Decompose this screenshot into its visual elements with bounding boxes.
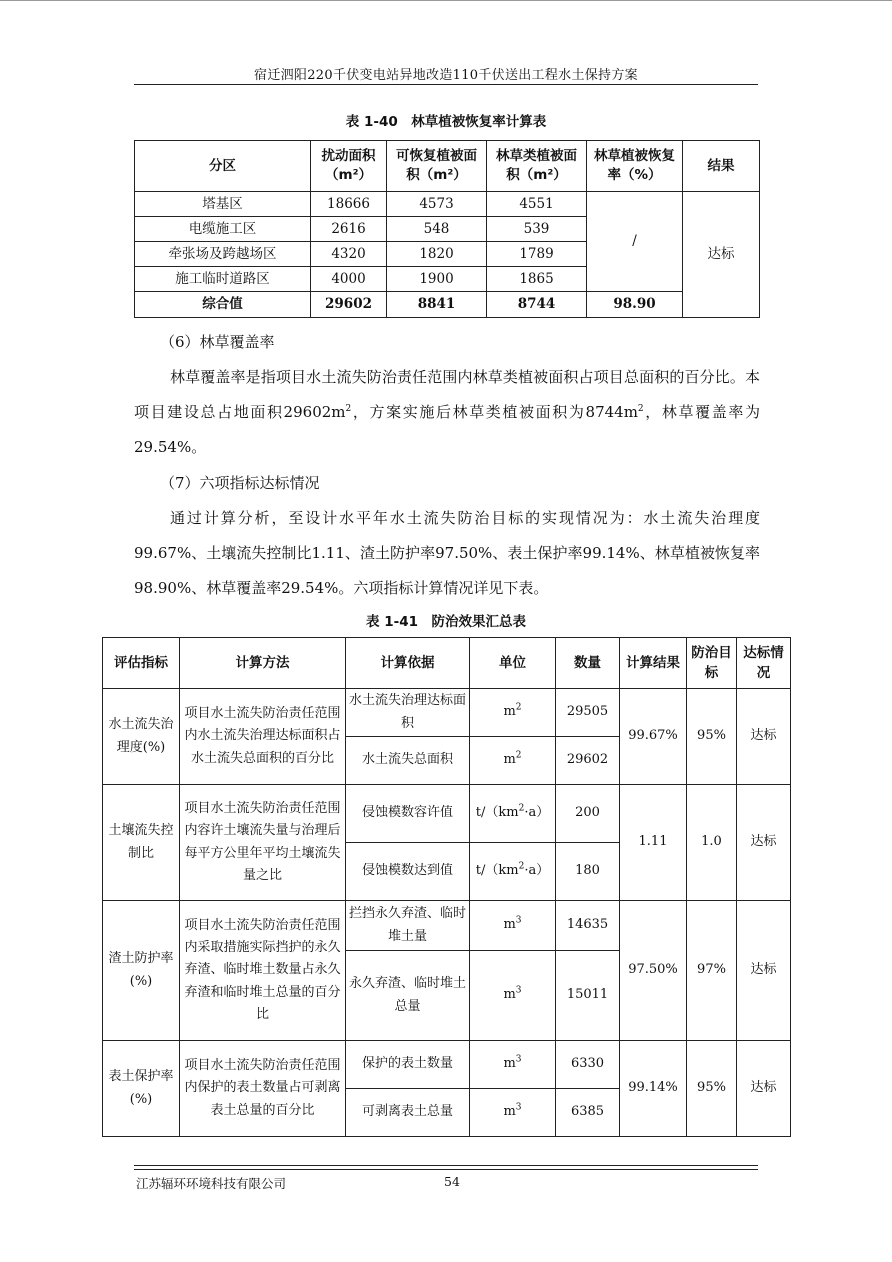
unit-base: m [503,752,516,768]
section-7-paragraph: 通过计算分析，至设计水平年水土流失防治目标的实现情况为：水土流失治理度99.67%、土壤流失控制比1.11、渣土防护率97.50%、表土保护率99.14%、林草植被恢复率98.90%、林草覆盖率29.54%。六项指标计算情况详见下表。 [134,509,760,597]
section-6-paragraph [134,360,760,465]
header-recovery-rate: 林草植被恢复率（%） [587,141,683,192]
table-1-41-caption: 表 1-41 防治效果汇总表 [366,614,526,630]
basis-cell: 可剥离表土总量 [346,1089,470,1137]
quantity-cell: 29602 [556,737,620,785]
table-row [135,192,760,217]
table-1-41 [102,637,791,1137]
method-cell: 项目水土流失防治责任范围内容许土壤流失量与治理后每平方公里年平均土壤流失量之比 [180,785,346,901]
unit-base: m [503,1104,516,1120]
quantity-cell: 6385 [556,1089,620,1137]
indicator-cell: 土壤流失控制比 [103,785,180,901]
unit-superscript: 2 [518,803,525,814]
recoverable-cell: 1900 [387,267,487,292]
vegetated-cell: 1789 [487,242,587,267]
para-text: ，方案实施后林草类植被面积为8744m [351,403,638,421]
total-vegetated-cell: 8744 [487,292,587,318]
disturbed-cell: 18666 [311,192,387,217]
unit-cell [470,737,556,785]
result-cell: 1.11 [620,785,687,901]
basis-cell: 水土流失治理达标面积 [346,689,470,737]
merged-result-cell: 达标 [683,192,760,318]
table-header-row [103,638,791,689]
header-indicator: 评估指标 [103,638,180,689]
section-7-heading: （7）六项指标达标情况 [160,474,320,492]
quantity-cell: 29505 [556,689,620,737]
status-cell: 达标 [737,1041,791,1137]
method-cell: 项目水土流失防治责任范围内采取措施实际挡护的永久弃渣、临时堆土数量占永久弃渣和临时堆土总量的百分比 [180,901,346,1041]
unit-superscript: 2 [515,750,522,761]
table-total-row [135,292,760,318]
unit-superscript: 2 [515,702,522,713]
method-cell: 项目水土流失防治责任范围内水土流失治理达标面积占水土流失总面积的百分比 [180,689,346,785]
recoverable-cell: 1820 [387,242,487,267]
table-row [103,901,791,951]
unit-superscript: 3 [515,985,522,996]
indicator-cell: 渣土防护率(%) [103,901,180,1041]
quantity-cell: 180 [556,843,620,901]
running-header: 宿迁泗阳220千伏变电站异地改造110千伏送出工程水土保持方案 [254,68,638,83]
total-disturbed-cell: 29602 [311,292,387,318]
unit-base: m [503,917,516,933]
method-cell: 项目水土流失防治责任范围内保护的表土数量占可剥离表土总量的百分比 [180,1041,346,1137]
header-basis: 计算依据 [346,638,470,689]
header-result: 结果 [683,141,760,192]
unit-tail: ·a） [524,863,550,879]
unit-base: t/（km [475,863,519,879]
unit-superscript: 3 [515,1054,522,1065]
zone-cell: 施工临时道路区 [135,267,311,292]
indicator-cell: 表土保护率(%) [103,1041,180,1137]
header-vegetated-area: 林草类植被面积（m²） [487,141,587,192]
table-1-40 [134,140,760,318]
superscript: 2 [637,404,644,414]
unit-base: m [503,704,516,720]
header-calc-result: 计算结果 [620,638,687,689]
target-cell: 1.0 [687,785,737,901]
vegetated-cell: 4551 [487,192,587,217]
unit-cell [470,1089,556,1137]
para-text: ，林草覆盖率为29.54%。 [134,403,760,456]
basis-cell: 侵蚀模数容许值 [346,785,470,843]
recoverable-cell: 548 [387,217,487,242]
result-cell: 99.67% [620,689,687,785]
merged-rate-cell: / [587,192,683,292]
disturbed-cell: 4000 [311,267,387,292]
indicator-cell: 水土流失治理度(%) [103,689,180,785]
disturbed-cell: 2616 [311,217,387,242]
header-disturbed-area: 扰动面积（m²） [311,141,387,192]
status-cell: 达标 [737,901,791,1041]
status-cell: 达标 [737,689,791,785]
zone-cell: 牵张场及跨越场区 [135,242,311,267]
header-rule [134,84,758,85]
unit-cell [470,689,556,737]
status-cell: 达标 [737,785,791,901]
page-top-border [0,0,892,1]
unit-cell [470,951,556,1041]
basis-cell: 保护的表土数量 [346,1041,470,1089]
disturbed-cell: 4320 [311,242,387,267]
header-recoverable-area: 可恢复植被面积（m²） [387,141,487,192]
para-text: 林草覆盖率是指项目水土流失防治责任范围内林草类植被面积占项目总面积的百分比。本项目建设总占地面积29602m [134,368,760,421]
table-row [103,689,791,737]
zone-cell: 电缆施工区 [135,217,311,242]
unit-superscript: 2 [518,861,525,872]
quantity-cell: 200 [556,785,620,843]
result-cell: 99.14% [620,1041,687,1137]
quantity-cell: 15011 [556,951,620,1041]
header-zone: 分区 [135,141,311,192]
header-quantity: 数量 [556,638,620,689]
vegetated-cell: 1865 [487,267,587,292]
table-row [103,1041,791,1089]
quantity-cell: 14635 [556,901,620,951]
unit-superscript: 3 [515,1102,522,1113]
total-label-cell: 综合值 [135,292,311,318]
unit-superscript: 3 [515,915,522,926]
footer-company: 江苏辐环环境科技有限公司 [136,1176,287,1191]
recoverable-cell: 4573 [387,192,487,217]
header-target: 防治目标 [687,638,737,689]
vegetated-cell: 539 [487,217,587,242]
unit-base: t/（km [475,805,519,821]
table-header-row [135,141,760,192]
unit-tail: ·a） [524,805,550,821]
footer-rule-thick [134,1165,758,1166]
header-status: 达标情况 [737,638,791,689]
unit-base: m [503,1056,516,1072]
footer-rule-thin [134,1169,758,1170]
zone-cell: 塔基区 [135,192,311,217]
table-1-40-caption: 表 1-40 林草植被恢复率计算表 [345,114,547,130]
superscript: 2 [345,404,352,414]
basis-cell: 永久弃渣、临时堆土总量 [346,951,470,1041]
page-number: 54 [444,1174,460,1189]
total-recoverable-cell: 8841 [387,292,487,318]
unit-cell [470,1041,556,1089]
header-method: 计算方法 [180,638,346,689]
unit-cell [470,901,556,951]
quantity-cell: 6330 [556,1041,620,1089]
result-cell: 97.50% [620,901,687,1041]
target-cell: 97% [687,901,737,1041]
unit-base: m [503,987,516,1003]
target-cell: 95% [687,689,737,785]
header-unit: 单位 [470,638,556,689]
table-row [103,785,791,843]
section-6-heading: （6）林草覆盖率 [160,333,275,351]
basis-cell: 侵蚀模数达到值 [346,843,470,901]
target-cell: 95% [687,1041,737,1137]
unit-cell [470,843,556,901]
unit-cell [470,785,556,843]
basis-cell: 水土流失总面积 [346,737,470,785]
total-rate-cell: 98.90 [587,292,683,318]
basis-cell: 拦挡永久弃渣、临时堆土量 [346,901,470,951]
